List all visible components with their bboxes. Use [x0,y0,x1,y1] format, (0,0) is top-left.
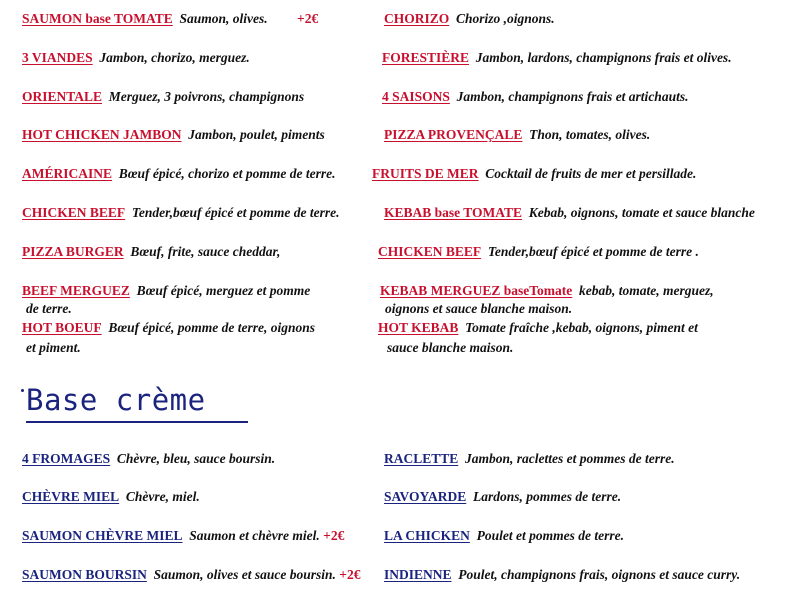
item-name: SAUMON BOURSIN [22,567,147,582]
item-description: Jambon, chorizo, merguez. [99,50,250,65]
item-name: BEEF MERGUEZ [22,283,130,298]
item-name: AMÉRICAINE [22,166,113,181]
item-description: Jambon, raclettes et pommes de terre. [465,451,675,466]
item-description: Jambon, poulet, piments [188,127,325,142]
menu-item-chicken-beef-left [22,203,340,222]
menu-item-3-viandes [22,48,250,67]
menu-item-raclette [384,449,675,468]
item-name: CHORIZO [384,11,450,26]
item-name: PIZZA BURGER [22,244,124,259]
menu-item-fruits-de-mer [372,164,696,183]
bullet-dot [21,389,24,392]
price-supplement: +2€ [297,11,319,26]
menu-item-4-saisons [382,87,688,106]
item-description: Lardons, pommes de terre. [473,489,622,504]
menu-item-savoyarde [384,487,621,506]
item-description-continued: oignons et sauce blanche maison. [385,301,573,316]
menu-item-pizza-provencale [384,125,650,144]
item-description: Kebab, oignons, tomate et sauce blanche [528,205,755,220]
menu-item-saumon-boursin [22,565,361,584]
item-description: Saumon et chèvre miel. [189,528,320,543]
item-description: Bœuf épicé, pomme de terre, oignons [108,320,316,335]
item-description-continued: sauce blanche maison. [387,340,514,355]
menu-item-hot-kebab [378,318,698,337]
item-description: Thon, tomates, olives. [529,127,651,142]
item-description: Tomate fraîche ,kebab, oignons, piment et [465,320,698,335]
section-title-underline [26,421,248,423]
item-name: HOT BOEUF [22,320,102,335]
item-description: Tender,bœuf épicé et pomme de terre. [131,205,340,220]
item-name: CHICKEN BEEF [22,205,126,220]
item-name: FRUITS DE MER [372,166,479,181]
item-name: SAUMON CHÈVRE MIEL [22,528,183,543]
item-description: Chorizo ,oignons. [456,11,555,26]
menu-item-4-fromages [22,449,275,468]
item-name: SAUMON base TOMATE [22,11,173,26]
item-description-continued: et piment. [26,340,81,355]
item-description: Poulet, champignons frais, oignons et sauce curry. [458,567,741,582]
item-description: Jambon, lardons, champignons frais et olives. [475,50,732,65]
menu-item-chevre-miel [22,487,200,506]
item-name: KEBAB base TOMATE [384,205,523,220]
item-description: Merguez, 3 poivrons, champignons [108,89,305,104]
menu-item-chorizo [384,9,555,28]
item-description: Bœuf épicé, chorizo et pomme de terre. [118,166,336,181]
menu-item-forestiere [382,48,732,67]
item-description: Jambon, champignons frais et artichauts. [456,89,689,104]
menu-item-orientale [22,87,304,106]
item-description: Cocktail de fruits de mer et persillade. [485,166,697,181]
item-name: FORESTIÈRE [382,50,470,65]
item-name: 3 VIANDES [22,50,93,65]
menu-item-pizza-burger [22,242,280,261]
item-description: Saumon, olives et sauce boursin. [153,567,336,582]
item-description: Bœuf, frite, sauce cheddar, [130,244,281,259]
menu-item-saumon-tomate [22,9,318,28]
item-description: Tender,bœuf épicé et pomme de terre . [487,244,699,259]
item-description: Bœuf épicé, merguez et pomme [136,283,311,298]
item-name: INDIENNE [384,567,452,582]
item-name: ORIENTALE [22,89,103,104]
item-name: HOT KEBAB [378,320,459,335]
item-name: RACLETTE [384,451,459,466]
item-name: LA CHICKEN [384,528,470,543]
item-name: CHÈVRE MIEL [22,489,120,504]
item-description-continued: de terre. [26,301,72,316]
menu-item-saumon-chevre-miel [22,526,344,545]
menu-item-hot-chicken-jambon [22,125,325,144]
item-name: CHICKEN BEEF [378,244,482,259]
item-description: Saumon, olives. [179,11,268,26]
menu-item-americaine [22,164,335,183]
item-name: KEBAB MERGUEZ baseTomate [380,283,573,298]
item-name: 4 SAISONS [382,89,450,104]
menu-item-beef-merguez [22,281,310,300]
item-name: SAVOYARDE [384,489,467,504]
section-title-base-creme: Base crème [26,383,206,417]
menu-item-kebab-merguez [380,281,714,300]
menu-item-la-chicken [384,526,624,545]
price-supplement: +2€ [339,567,361,582]
menu-item-kebab-tomate [384,203,755,222]
item-description: Chèvre, miel. [125,489,200,504]
item-name: HOT CHICKEN JAMBON [22,127,182,142]
item-description: kebab, tomate, merguez, [579,283,714,298]
item-description: Chèvre, bleu, sauce boursin. [116,451,276,466]
item-name: 4 FROMAGES [22,451,111,466]
menu-item-hot-boeuf [22,318,315,337]
menu-item-chicken-beef-right [378,242,699,261]
item-description: Poulet et pommes de terre. [476,528,625,543]
item-name: PIZZA PROVENÇALE [384,127,523,142]
menu-item-indienne [384,565,740,584]
price-supplement: +2€ [323,528,345,543]
